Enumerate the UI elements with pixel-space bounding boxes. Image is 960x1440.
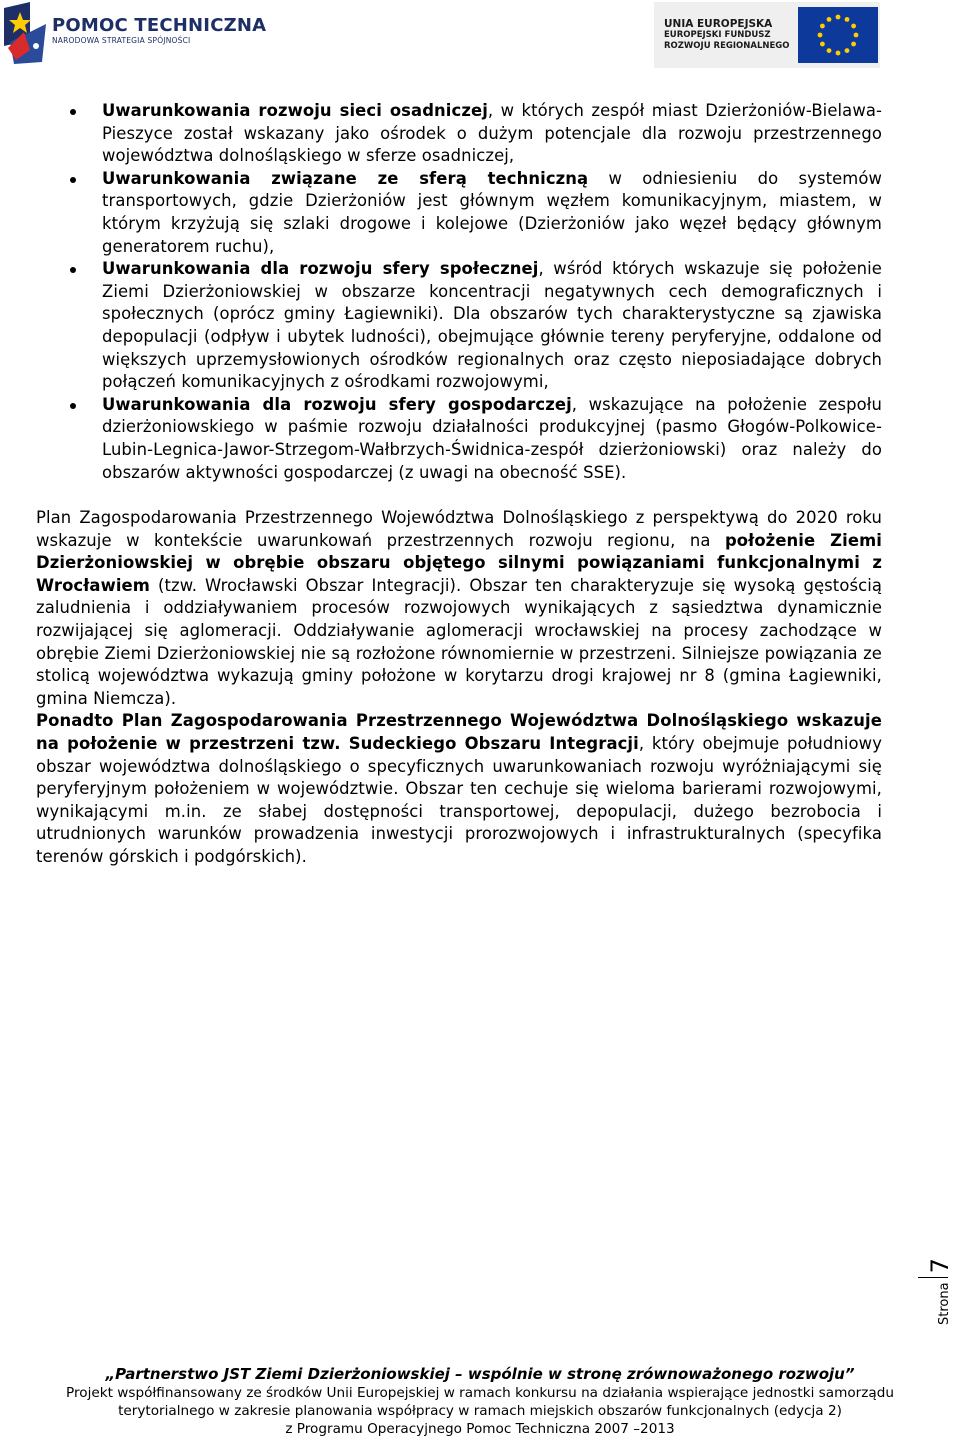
paragraph-bold: Ponadto Plan Zagospodarowania Przestrzennego Województwa Dolnośląskiego wskazuje na położenie w przestrzeni tzw. Sudeckiego Obszaru Integracji [36, 711, 882, 754]
bullet-heading: Uwarunkowania dla rozwoju sfery społecznej [102, 259, 539, 279]
eu-logo [654, 2, 880, 68]
pomoc-techniczna-emblem-icon [2, 2, 48, 66]
bullet-text: , w których zespół miast Dzierżoniów-Bielawa-Pieszyce został wskazany jako ośrodek o dużym potencjale dla rozwoju przestrzennego województwa dolnośląskiego w sferze osadniczej, [102, 101, 882, 166]
logo-subtitle: NARODOWA STRATEGIA SPÓJNOŚCI [52, 36, 191, 45]
eu-flag-icon [798, 7, 878, 63]
page-footer [0, 1364, 960, 1438]
bullet-icon [70, 267, 76, 273]
bullet-list [36, 100, 882, 484]
pomoc-techniczna-logo [2, 2, 266, 66]
paragraph-text: Plan Zagospodarowania Przestrzennego Województwa Dolnośląskiego z perspektywą do 2020 roku wskazuje w kontekście uwarunkowań przestrzennych rozwoju regionu, na [36, 508, 882, 550]
footer-line-2: terytorialnego w zakresie planowania współpracy w ramach miejskich obszarów funkcjonalnych (edycja 2) [118, 1403, 842, 1419]
eu-line-2: EUROPEJSKI FUNDUSZ [664, 30, 771, 40]
bullet-heading: Uwarunkowania związane ze sferą techniczną [102, 168, 589, 188]
page-divider [918, 1277, 948, 1278]
list-item [36, 258, 882, 394]
paragraph-bold: położenie Ziemi Dzierżoniowskiej w obrębie obszaru objętego silnymi powiązaniami funkcjonalnymi z Wrocławiem [36, 530, 882, 595]
list-item [36, 100, 882, 168]
bullet-heading: Uwarunkowania dla rozwoju sfery gospodarczej [102, 394, 572, 414]
eu-line-3: ROZWOJU REGIONALNEGO [664, 41, 790, 51]
paragraph-text: , który obejmuje południowy obszar województwa dolnośląskiego o specyficznych uwarunkowaniach rozwoju wyróżniającymi się peryferyjnym położeniem w województwie. Obszar ten cechuje się wieloma barierami rozwojowymi, wynikającymi m.in. ze słabej dostępności transportowej, depopulacji, dużego bezrobocia i utrudnionych warunków prowadzenia inwestycji prorozwojowych i infrastrukturalnych (specyfika terenów górskich i podgórskich). [36, 734, 882, 866]
bullet-text: , wskazujące na położenie zespołu dzierżoniowskiego w paśmie rozwoju działalności produkcyjnej (pasmo Głogów-Polkowice-Lubin-Legnica-Jawor-Strzegom-Wałbrzych-Świdnica-zespół dzierżoniowski) oraz należy do obszarów aktywności gospodarczej (z uwagi na obecność SSE). [102, 394, 882, 482]
page-header [0, 0, 960, 72]
footer-line-1: Projekt współfinansowany ze środków Unii Europejskiej w ramach konkursu na działania wspierające jednostki samorządu [66, 1385, 894, 1401]
page-number [918, 1225, 960, 1325]
paragraph-text: (tzw. Wrocławski Obszar Integracji). Obszar ten charakteryzuje się wysoką gęstością zaludnienia i oddziaływaniem procesów rozwojowych wynikających z sąsiedztwa dynamicznie rozwijającej się aglomeracji. Oddziaływanie aglomeracji wrocławskiej na procesy zachodzące w obrębie Ziemi Dzierżoniowskiej nie są rozłożone równomiernie w przestrzeni. Silniejsze powiązania ze stolicą województwa wykazują gminy położone w korytarzu drogi krajowej nr 8 (gmina Łagiewniki, gmina Niemcza). [36, 575, 882, 708]
bullet-text: , wśród których wskazuje się położenie Ziemi Dzierżoniowskiej w obszarze koncentracji negatywnych cech demograficznych i społecznych (oprócz gminy Łagiewniki). Dla obszarów tych charakterystyczne są zjawiska depopulacji (odpływ i ubytek ludności), obejmujące głównie tereny peryferyjne, oddalone od większych uprzemysłowionych ośrodków regionalnych oraz często nieposiadające dobrych połączeń komunikacyjnych z ośrodkami rozwojowymi, [102, 259, 882, 392]
document-body [36, 100, 882, 869]
list-item [36, 168, 882, 258]
bullet-icon [70, 403, 76, 409]
bullet-icon [70, 177, 76, 183]
footer-motto: „Partnerstwo JST Ziemi Dzierżoniowskiej – wspólnie w stronę zrównoważonego rozwoju” [105, 1365, 855, 1383]
bullet-icon [70, 109, 76, 115]
page-label: Strona [937, 1282, 952, 1325]
bullet-text: w odniesieniu do systemów transportowych, gdzie Dzierżoniów jest głównym węzłem komunikacyjnym, miastem, w którym krzyżują się szlaki drogowe i kolejowe (Dzierżoniów jako węzeł będący głównym generatorem ruchu), [102, 168, 883, 256]
eu-line-1: UNIA EUROPEJSKA [664, 18, 773, 30]
list-item [36, 394, 882, 484]
paragraph-plan [36, 507, 882, 710]
logo-title: POMOC TECHNICZNA [52, 15, 267, 36]
paragraph-sudecki [36, 710, 882, 868]
footer-line-3: z Programu Operacyjnego Pomoc Techniczna 2007 –2013 [285, 1421, 675, 1437]
page-number-value: 7 [926, 1258, 954, 1274]
bullet-heading: Uwarunkowania rozwoju sieci osadniczej [102, 101, 488, 120]
